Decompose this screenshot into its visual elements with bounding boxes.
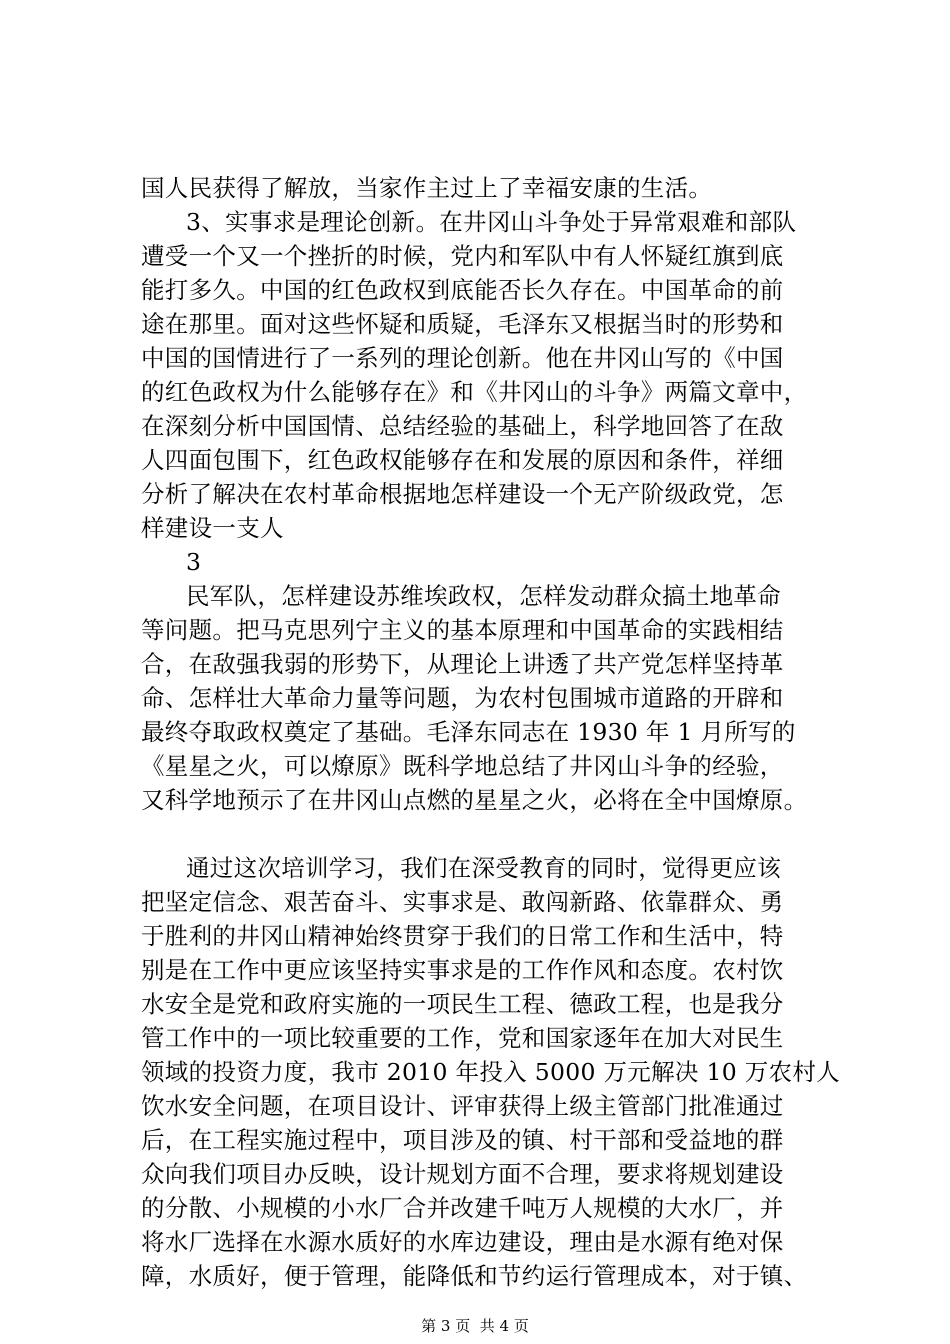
paragraph-line: 3、实事求是理论创新。在井冈山斗争处于异常艰难和部队 [186,208,797,236]
paragraph-line: 领域的投资力度，我市 2010 年投入 5000 万元解决 10 万农村人 [141,1058,840,1086]
paragraph-line: 又科学地预示了在井冈山点燃的星星之火，必将在全中国燎原。 [141,786,808,814]
paragraph-line: 分析了解决在农村革命根据地怎样建设一个无产阶级政党，怎 [141,480,784,508]
paragraph-line: 别是在工作中更应该坚持实事求是的工作作风和态度。农村饮 [141,956,784,984]
paragraph-line: 能打多久。中国的红色政权到底能否长久存在。中国革命的前 [141,276,784,304]
paragraph-line: 障，水质好，便于管理，能降低和节约运行管理成本，对于镇、 [141,1262,808,1290]
paragraph-line: 水安全是党和政府实施的一项民生工程、德政工程，也是我分 [141,990,784,1018]
paragraph-line: 命、怎样壮大革命力量等问题，为农村包围城市道路的开辟和 [141,684,784,712]
paragraph-line: 的红色政权为什么能够存在》和《井冈山的斗争》两篇文章中， [141,378,808,406]
paragraph-line: 遭受一个又一个挫折的时候，党内和军队中有人怀疑红旗到底 [141,242,784,270]
paragraph-line: 最终夺取政权奠定了基础。毛泽东同志在 1930 年 1 月所写的 [141,718,796,746]
paragraph-line: 在深刻分析中国国情、总结经验的基础上，科学地回答了在敌 [141,412,784,440]
paragraph-line: 等问题。把马克思列宁主义的基本原理和中国革命的实践相结 [141,616,784,644]
paragraph-line: 民军队，怎样建设苏维埃政权，怎样发动群众搞土地革命 [186,582,781,610]
paragraph-line: 众向我们项目办反映，设计规划方面不合理，要求将规划建设 [141,1160,784,1188]
paragraph-line: 人四面包围下，红色政权能够存在和发展的原因和条件，祥细 [141,446,784,474]
paragraph-line: 于胜利的井冈山精神始终贯穿于我们的日常工作和生活中，特 [141,922,784,950]
paragraph-line: 国人民获得了解放，当家作主过上了幸福安康的生活。 [141,174,713,202]
paragraph-line: 管工作中的一项比较重要的工作，党和国家逐年在加大对民生 [141,1024,784,1052]
paragraph-line: 《星星之火，可以燎原》既科学地总结了井冈山斗争的经验， [141,752,784,780]
paragraph-line: 饮水安全问题，在项目设计、评审获得上级主管部门批准通过 [141,1092,784,1120]
paragraph-line: 的分散、小规模的小水厂合并改建千吨万人规模的大水厂，并 [141,1194,784,1222]
paragraph-line: 把坚定信念、艰苦奋斗、实事求是、敢闯新路、依靠群众、勇 [141,888,784,916]
paragraph-line: 将水厂选择在水源水质好的水库边建设，理由是水源有绝对保 [141,1228,784,1256]
paragraph-line: 途在那里。面对这些怀疑和质疑，毛泽东又根据当时的形势和 [141,310,784,338]
paragraph-line: 合，在敌强我弱的形势下，从理论上讲透了共产党怎样坚持革 [141,650,784,678]
page-footer: 第 3 页 共 4 页 [421,1317,529,1335]
paragraph-line: 中国的国情进行了一系列的理论创新。他在井冈山写的《中国 [141,344,784,372]
page-marker: 3 [186,548,201,576]
paragraph-line: 后，在工程实施过程中，项目涉及的镇、村干部和受益地的群 [141,1126,784,1154]
paragraph-line: 通过这次培训学习，我们在深受教育的同时，觉得更应该 [186,854,781,882]
paragraph-line: 样建设一支人 [141,514,284,542]
